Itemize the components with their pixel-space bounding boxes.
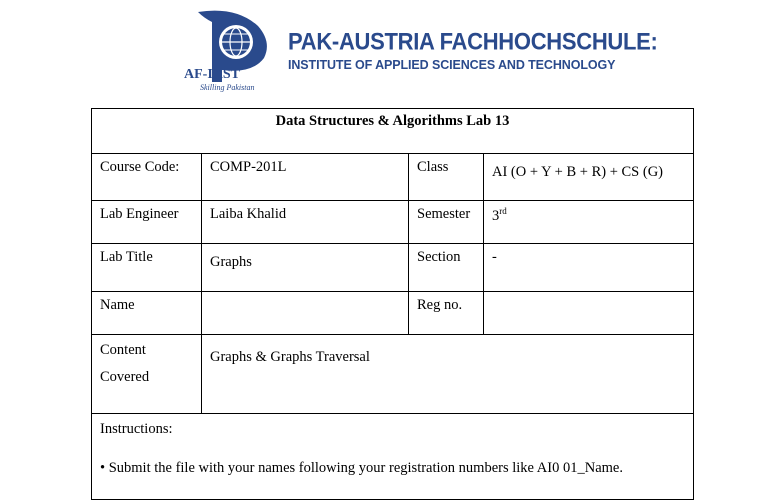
institute-logo (176, 8, 276, 94)
lab-title-value: Graphs (202, 244, 409, 292)
lab-title-heading: Data Structures & Algorithms Lab 13 (92, 109, 694, 154)
institute-subtitle: INSTITUTE OF APPLIED SCIENCES AND TECHNOLOGY (288, 58, 616, 72)
class-value: AI (O + Y + B + R) + CS (G) (484, 154, 694, 201)
content-label-line-1: Content (100, 342, 146, 358)
instructions-label: Instructions: (100, 421, 173, 437)
section-value: - (484, 244, 694, 292)
lab-engineer-value: Laiba Khalid (202, 201, 409, 244)
semester-number: 3 (492, 207, 500, 224)
semester-suffix: rd (499, 206, 507, 216)
institute-title-block (288, 27, 658, 72)
content-covered-label (92, 335, 202, 414)
logo-text: AF-IAST (184, 67, 241, 82)
regno-label: Reg no. (409, 292, 484, 335)
lab-title-label: Lab Title (92, 244, 202, 292)
course-code-value: COMP-201L (202, 154, 409, 201)
name-value (202, 292, 409, 335)
name-label: Name (92, 292, 202, 335)
instructions-cell (92, 414, 694, 500)
logo-tagline: Skilling Pakistan (200, 83, 255, 92)
regno-value (484, 292, 694, 335)
document-header (0, 0, 784, 100)
content-covered-value: Graphs & Graphs Traversal (202, 335, 694, 414)
section-label: Section (409, 244, 484, 292)
class-label: Class (409, 154, 484, 201)
lab-info-table (91, 108, 694, 500)
semester-value (484, 201, 694, 244)
semester-label: Semester (409, 201, 484, 244)
content-label-line-2: Covered (100, 369, 150, 385)
course-code-label: Course Code: (92, 154, 202, 201)
instruction-item: • Submit the file with your names following your registration numbers like AI0 01_Name. (100, 460, 623, 476)
lab-engineer-label: Lab Engineer (92, 201, 202, 244)
institute-name: PAK-AUSTRIA FACHHOCHSCHULE: (288, 27, 658, 55)
